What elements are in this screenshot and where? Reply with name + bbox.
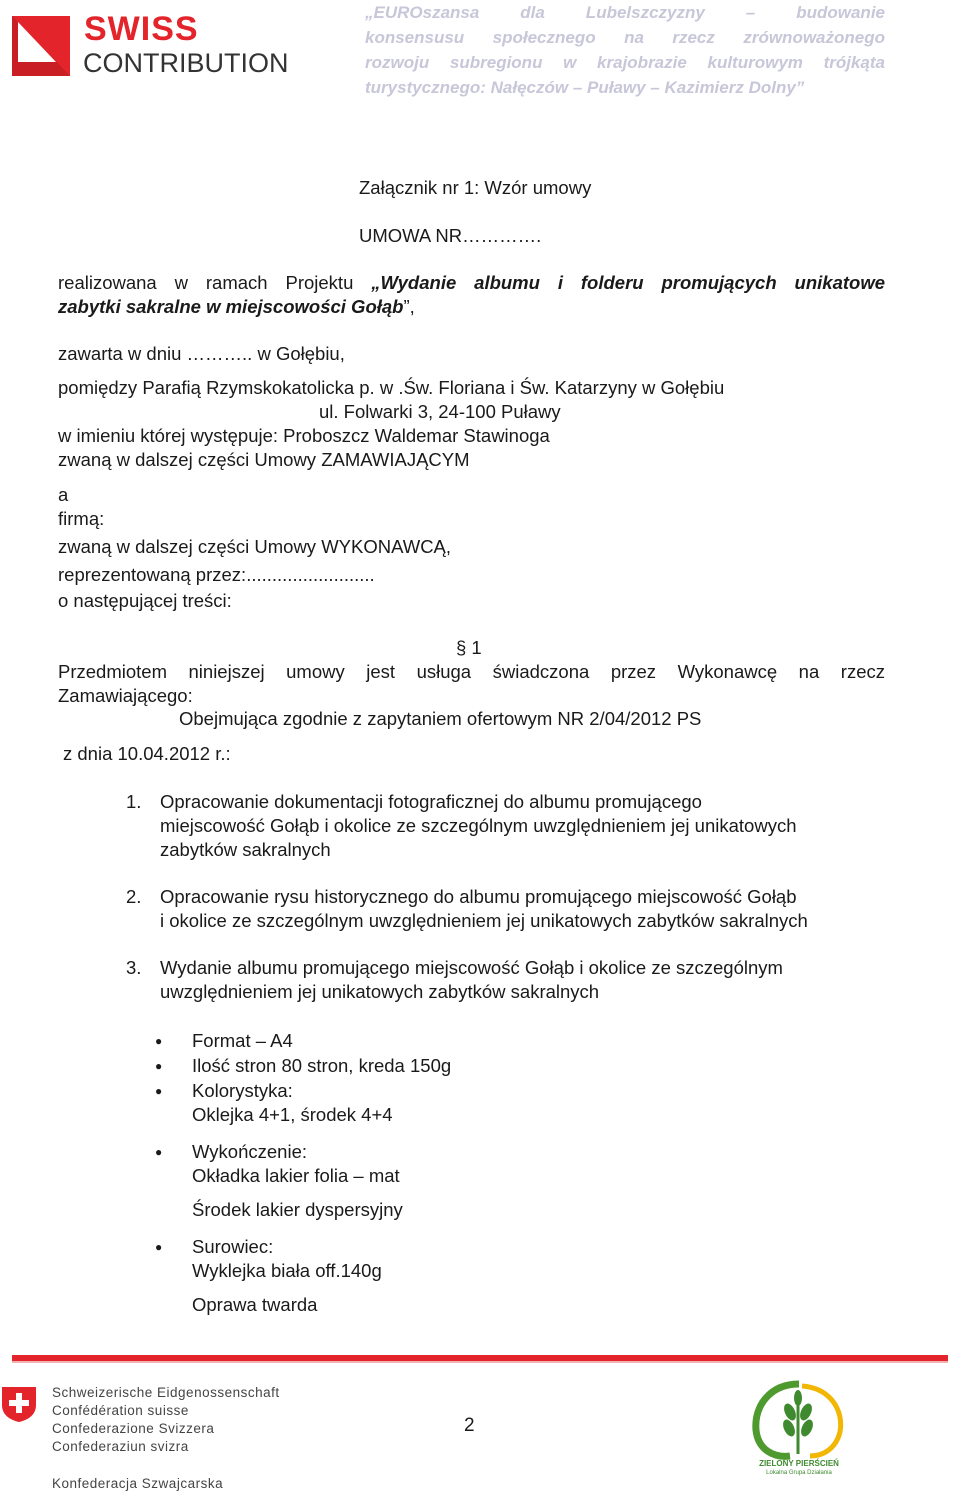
subject-line-3: Obejmująca zgodnie z zapytaniem ofertowym NR 2/04/2012 PS: [179, 708, 702, 729]
following-content: o następującej treści:: [58, 590, 232, 611]
project-line-1: [58, 271, 885, 295]
and-conjunction: a: [58, 484, 69, 505]
partner-logo-subtitle: Lokalna Grupa Działania: [766, 1470, 832, 1476]
parties-between: pomiędzy Parafią Rzymskokatolicka p. w .Św. Floriana i Św. Katarzyny w Gołębiu: [58, 377, 725, 398]
partner-logo-name: ZIELONY PIERŚCIEŃ: [759, 1459, 839, 1468]
spec-pages: Ilość stron 80 stron, kreda 150g: [192, 1055, 452, 1076]
page-number: 2: [464, 1415, 475, 1436]
list-item: [160, 885, 890, 933]
attachment-label: Załącznik nr 1: Wzór umowy: [359, 177, 592, 198]
list-item-line: miejscowość Gołąb i okolice ze szczególnym uwzględnieniem jej unikatowych: [160, 815, 797, 836]
subject-line-2: Zamawiającego:: [58, 685, 193, 706]
list-number: 1.: [126, 791, 142, 812]
header-title-line: rozwoju subregionu w krajobrazie kulturowym trójkąta: [365, 53, 885, 72]
logo-contribution-text: CONTRIBUTION: [83, 48, 289, 78]
swiss-contribution-flag-icon: [12, 16, 70, 76]
confederation-name-de: Schweizerische Eidgenossenschaft: [52, 1385, 280, 1400]
list-item: [160, 790, 890, 862]
swiss-coat-of-arms-icon: [0, 1385, 38, 1423]
project-title-line1: „Wydanie albumu i folderu promujących unikatowe: [371, 272, 885, 293]
subject-line-4: z dnia 10.04.2012 r.:: [63, 743, 231, 764]
contractor-label: zwaną w dalszej części Umowy WYKONAWCĄ,: [58, 536, 452, 557]
spec-finish: Wykończenie:: [192, 1141, 307, 1162]
list-item-line: uwzględnieniem jej unikatowych zabytków sakralnych: [160, 981, 600, 1002]
confederation-name-rm: Confederaziun svizra: [52, 1439, 189, 1454]
contractor-representative: reprezentowaną przez:.........................: [58, 564, 375, 585]
project-prefix: realizowana w ramach Projektu: [58, 272, 372, 293]
project-suffix: ”,: [403, 296, 415, 317]
bullet-dot-icon: ●: [155, 1240, 163, 1254]
list-item-line: zabytków sakralnych: [160, 839, 331, 860]
spec-colors: Kolorystyka:: [192, 1080, 293, 1101]
spec-materials: Surowiec:: [192, 1236, 274, 1257]
spec-materials-detail: Wyklejka biała off.140g: [192, 1260, 382, 1281]
confederation-name-it: Confederazione Svizzera: [52, 1421, 215, 1436]
subject-line-1: Przedmiotem niniejszej umowy jest usługa świadczona przez Wykonawcę na rzecz: [58, 661, 885, 682]
list-item-line: Opracowanie dokumentacji fotograficznej do albumu promującego: [160, 791, 702, 812]
bullet-dot-icon: ●: [155, 1034, 163, 1048]
header-title-line: konsensusu społecznego na rzecz zrównoważonego: [365, 28, 885, 47]
list-number: 3.: [126, 957, 142, 978]
confederation-name-fr: Confédération suisse: [52, 1403, 189, 1418]
footer-divider-shadow: [12, 1361, 948, 1363]
spec-colors-detail: Oklejka 4+1, środek 4+4: [192, 1104, 393, 1125]
represented-by-priest: w imieniu której występuje: Proboszcz Waldemar Stawinoga: [58, 425, 550, 446]
project-line-2: [58, 295, 415, 319]
spec-binding: Oprawa twarda: [192, 1294, 318, 1315]
spec-finish-cover: Okładka lakier folia – mat: [192, 1165, 400, 1186]
ordering-party-label: zwaną w dalszej części Umowy ZAMAWIAJĄCYM: [58, 449, 470, 470]
list-item: [160, 956, 890, 1004]
contract-number: UMOWA NR………….: [359, 225, 542, 246]
spec-finish-inside: Środek lakier dyspersyjny: [192, 1199, 403, 1220]
spec-format: Format – A4: [192, 1030, 293, 1051]
swiss-confederation-names: [52, 1384, 280, 1456]
header-title-line: „EUROszansa dla Lubelszczyzny – budowanie: [365, 3, 885, 22]
bullet-dot-icon: ●: [155, 1145, 163, 1159]
parish-address: ul. Folwarki 3, 24-100 Puławy: [319, 401, 561, 422]
header-title-line: turystycznego: Nałęczów – Puławy – Kazimierz Dolny”: [365, 78, 805, 97]
bullet-dot-icon: ●: [155, 1084, 163, 1098]
project-header-title: [365, 0, 885, 100]
list-item-line: Wydanie albumu promującego miejscowość Gołąb i okolice ze szczególnym: [160, 957, 783, 978]
confederation-name-pl: Konfederacja Szwajcarska: [52, 1476, 224, 1491]
list-item-line: Opracowanie rysu historycznego do albumu promującego miejscowość Gołąb: [160, 886, 797, 907]
logo-swiss-text: SWISS: [84, 10, 199, 48]
signed-date-place: zawarta w dniu ……….. w Gołębiu,: [58, 343, 345, 364]
project-title-line2: zabytki sakralne w miejscowości Gołąb: [58, 296, 404, 317]
bullet-dot-icon: ●: [155, 1059, 163, 1073]
section-number: § 1: [456, 637, 482, 658]
list-number: 2.: [126, 886, 142, 907]
firm-label: firmą:: [58, 508, 105, 529]
list-item-line: i okolice ze szczególnym uwzględnieniem jej unikatowych zabytków sakralnych: [160, 910, 808, 931]
